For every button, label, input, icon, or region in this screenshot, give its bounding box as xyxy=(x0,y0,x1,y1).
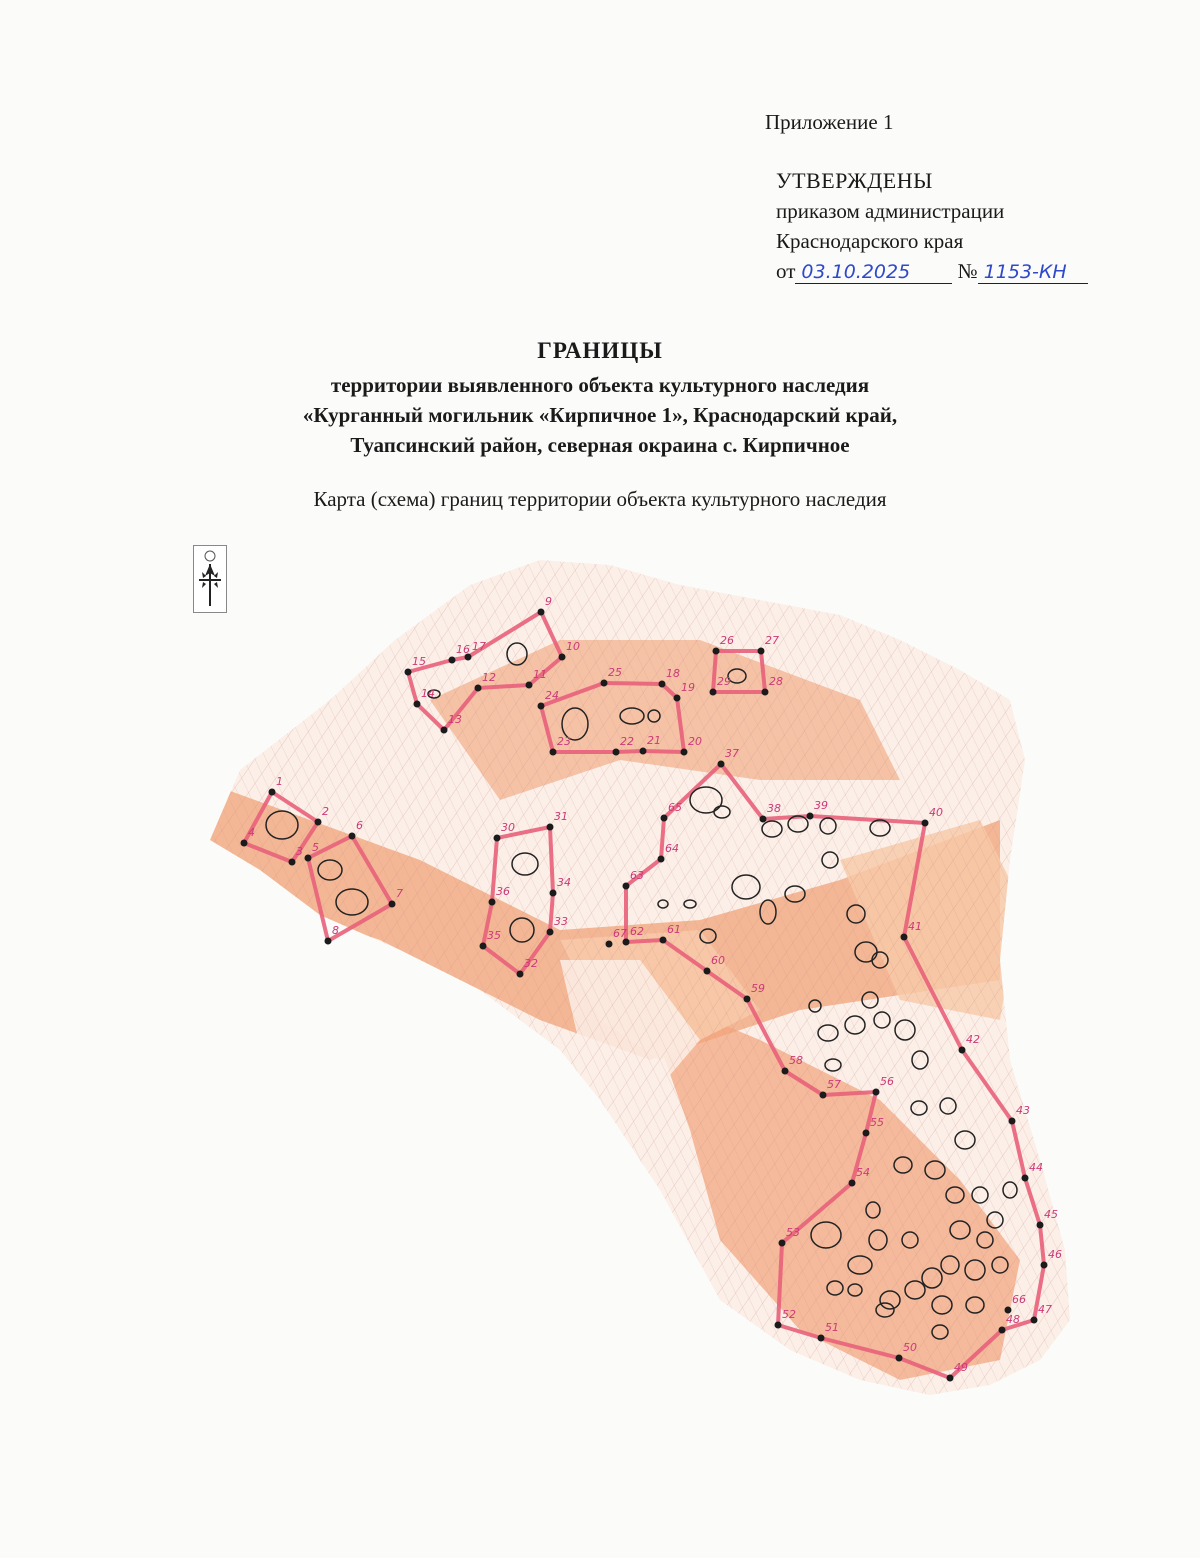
boundary-point-icon xyxy=(559,654,566,661)
boundary-point-icon xyxy=(475,685,482,692)
boundary-point-label: 55 xyxy=(870,1116,884,1129)
boundary-point-icon xyxy=(820,1092,827,1099)
boundary-point-icon xyxy=(315,819,322,826)
boundary-point-label: 35 xyxy=(487,929,501,942)
number-prefix: № xyxy=(957,259,978,283)
boundary-point-label: 66 xyxy=(1012,1293,1026,1306)
boundary-point-label: 16 xyxy=(456,643,470,656)
boundary-point-icon xyxy=(863,1130,870,1137)
boundary-point-icon xyxy=(517,971,524,978)
boundary-point-label: 39 xyxy=(814,799,828,812)
boundary-point-label: 17 xyxy=(472,640,486,653)
boundary-point-icon xyxy=(674,695,681,702)
boundary-point-label: 4 xyxy=(248,826,255,839)
boundary-point-label: 64 xyxy=(665,842,679,855)
boundary-point-label: 45 xyxy=(1044,1208,1058,1221)
boundary-point-icon xyxy=(660,937,667,944)
boundary-point-icon xyxy=(480,943,487,950)
subtitle-line-1: территории выявленного объекта культурного наследия xyxy=(330,373,870,397)
boundary-point-label: 20 xyxy=(688,735,702,748)
boundary-point-icon xyxy=(601,680,608,687)
boundary-point-label: 58 xyxy=(789,1054,803,1067)
boundary-point-label: 6 xyxy=(356,819,363,832)
boundary-point-icon xyxy=(623,883,630,890)
boundary-point-label: 8 xyxy=(332,924,339,937)
boundary-point-icon xyxy=(661,815,668,822)
map-caption: Карта (схема) границ территории объекта культурного наследия xyxy=(313,487,887,511)
handwritten-number: 1153-КН xyxy=(978,261,1088,284)
boundary-point-label: 18 xyxy=(666,667,680,680)
boundary-point-icon xyxy=(241,840,248,847)
boundary-point-label: 30 xyxy=(501,821,515,834)
boundary-point-icon xyxy=(760,816,767,823)
boundary-point-label: 10 xyxy=(566,640,580,653)
boundary-point-icon xyxy=(659,681,666,688)
boundary-point-icon xyxy=(758,648,765,655)
boundary-point-icon xyxy=(1009,1118,1016,1125)
boundary-point-label: 43 xyxy=(1016,1104,1030,1117)
boundary-point-label: 60 xyxy=(711,954,725,967)
boundary-point-label: 61 xyxy=(667,923,681,936)
boundary-point-icon xyxy=(547,824,554,831)
boundary-point-label: 24 xyxy=(545,689,559,702)
boundary-point-label: 34 xyxy=(557,876,571,889)
boundary-point-icon xyxy=(325,938,332,945)
terrain-relief xyxy=(200,550,1080,1410)
boundary-point-icon xyxy=(782,1068,789,1075)
boundary-point-icon xyxy=(896,1355,903,1362)
boundary-point-label: 27 xyxy=(765,634,779,647)
boundary-point-label: 62 xyxy=(630,925,644,938)
boundary-point-icon xyxy=(389,901,396,908)
boundary-point-icon xyxy=(999,1327,1006,1334)
boundary-point-label: 21 xyxy=(647,734,661,747)
boundary-point-label: 36 xyxy=(496,885,510,898)
boundary-point-label: 1 xyxy=(276,775,283,788)
boundary-point-label: 5 xyxy=(312,841,319,854)
boundary-point-label: 14 xyxy=(421,687,435,700)
subtitle-line-2: «Курганный могильник «Кирпичное 1», Краснодарский край, xyxy=(302,403,898,427)
boundary-point-label: 57 xyxy=(827,1078,841,1091)
subtitle-line-3: Туапсинский район, северная окраина с. Кирпичное xyxy=(350,433,850,457)
boundary-point-label: 51 xyxy=(825,1321,839,1334)
order-line-2: Краснодарского края xyxy=(776,229,964,253)
boundary-point-label: 7 xyxy=(396,887,403,900)
boundary-point-icon xyxy=(762,689,769,696)
boundary-point-label: 41 xyxy=(908,920,922,933)
boundary-point-label: 50 xyxy=(903,1341,917,1354)
boundary-point-icon xyxy=(349,833,356,840)
boundary-point-icon xyxy=(849,1180,856,1187)
boundary-point-label: 49 xyxy=(954,1361,968,1374)
boundary-point-icon xyxy=(538,609,545,616)
boundary-point-icon xyxy=(606,941,613,948)
boundary-point-icon xyxy=(775,1322,782,1329)
boundary-point-label: 37 xyxy=(725,747,739,760)
boundary-point-label: 11 xyxy=(533,668,547,681)
boundary-point-label: 63 xyxy=(630,869,644,882)
boundary-point-label: 54 xyxy=(856,1166,870,1179)
boundary-point-icon xyxy=(613,749,620,756)
boundary-point-icon xyxy=(718,761,725,768)
boundary-point-icon xyxy=(289,859,296,866)
boundary-point-icon xyxy=(405,669,412,676)
order-line-1: приказом администрации xyxy=(776,199,1005,223)
boundary-point-icon xyxy=(922,820,929,827)
boundary-point-label: 26 xyxy=(720,634,734,647)
document-title: ГРАНИЦЫ xyxy=(537,338,663,363)
boundary-point-icon xyxy=(710,689,717,696)
boundary-point-icon xyxy=(713,648,720,655)
boundary-point-icon xyxy=(807,813,814,820)
boundary-point-label: 13 xyxy=(448,713,462,726)
boundary-point-label: 40 xyxy=(929,806,943,819)
boundary-point-label: 48 xyxy=(1006,1313,1020,1326)
boundary-point-label: 67 xyxy=(613,927,627,940)
boundary-point-label: 29 xyxy=(717,675,731,688)
boundary-point-icon xyxy=(1041,1262,1048,1269)
boundary-point-icon xyxy=(704,968,711,975)
boundary-point-icon xyxy=(901,934,908,941)
boundary-point-icon xyxy=(658,856,665,863)
boundary-point-label: 53 xyxy=(786,1226,800,1239)
boundary-point-icon xyxy=(818,1335,825,1342)
boundary-point-label: 31 xyxy=(554,810,568,823)
boundary-point-icon xyxy=(538,703,545,710)
boundary-point-label: 47 xyxy=(1038,1303,1052,1316)
boundary-point-label: 2 xyxy=(322,805,329,818)
boundary-point-icon xyxy=(489,899,496,906)
handwritten-date: 03.10.2025 xyxy=(795,261,952,284)
boundary-point-label: 33 xyxy=(554,915,568,928)
boundary-point-label: 42 xyxy=(966,1033,980,1046)
boundary-point-icon xyxy=(640,748,647,755)
boundary-point-icon xyxy=(449,657,456,664)
boundary-point-label: 19 xyxy=(681,681,695,694)
boundary-point-label: 23 xyxy=(557,735,571,748)
boundary-point-icon xyxy=(779,1240,786,1247)
boundary-point-icon xyxy=(947,1375,954,1382)
approved-word: УТВЕРЖДЕНЫ xyxy=(776,168,933,193)
boundary-point-label: 38 xyxy=(767,802,781,815)
boundary-point-icon xyxy=(1031,1317,1038,1324)
boundary-point-label: 22 xyxy=(620,735,634,748)
boundary-point-icon xyxy=(681,749,688,756)
boundary-point-icon xyxy=(269,789,276,796)
appendix-label: Приложение 1 xyxy=(765,110,894,134)
boundary-point-label: 52 xyxy=(782,1308,796,1321)
boundary-point-label: 44 xyxy=(1029,1161,1043,1174)
boundary-point-icon xyxy=(550,890,557,897)
boundary-point-icon xyxy=(547,929,554,936)
boundary-point-label: 65 xyxy=(668,801,682,814)
boundary-point-label: 28 xyxy=(769,675,783,688)
boundary-point-icon xyxy=(873,1089,880,1096)
boundary-point-icon xyxy=(305,855,312,862)
boundary-point-label: 12 xyxy=(482,671,496,684)
boundary-point-icon xyxy=(550,749,557,756)
boundary-point-icon xyxy=(441,727,448,734)
boundary-point-label: 9 xyxy=(545,595,552,608)
boundary-point-label: 59 xyxy=(751,982,765,995)
boundary-point-label: 25 xyxy=(608,666,622,679)
boundary-point-icon xyxy=(494,835,501,842)
boundary-point-icon xyxy=(414,701,421,708)
boundary-point-label: 46 xyxy=(1048,1248,1062,1261)
boundary-point-icon xyxy=(744,996,751,1003)
boundary-point-icon xyxy=(1022,1175,1029,1182)
boundary-point-icon xyxy=(526,682,533,689)
date-prefix: от xyxy=(776,259,796,283)
boundary-point-label: 32 xyxy=(524,957,538,970)
boundary-point-icon xyxy=(1037,1222,1044,1229)
boundary-point-label: 15 xyxy=(412,655,426,668)
boundary-point-icon xyxy=(959,1047,966,1054)
boundary-point-label: 56 xyxy=(880,1075,894,1088)
boundary-point-label: 3 xyxy=(296,845,303,858)
